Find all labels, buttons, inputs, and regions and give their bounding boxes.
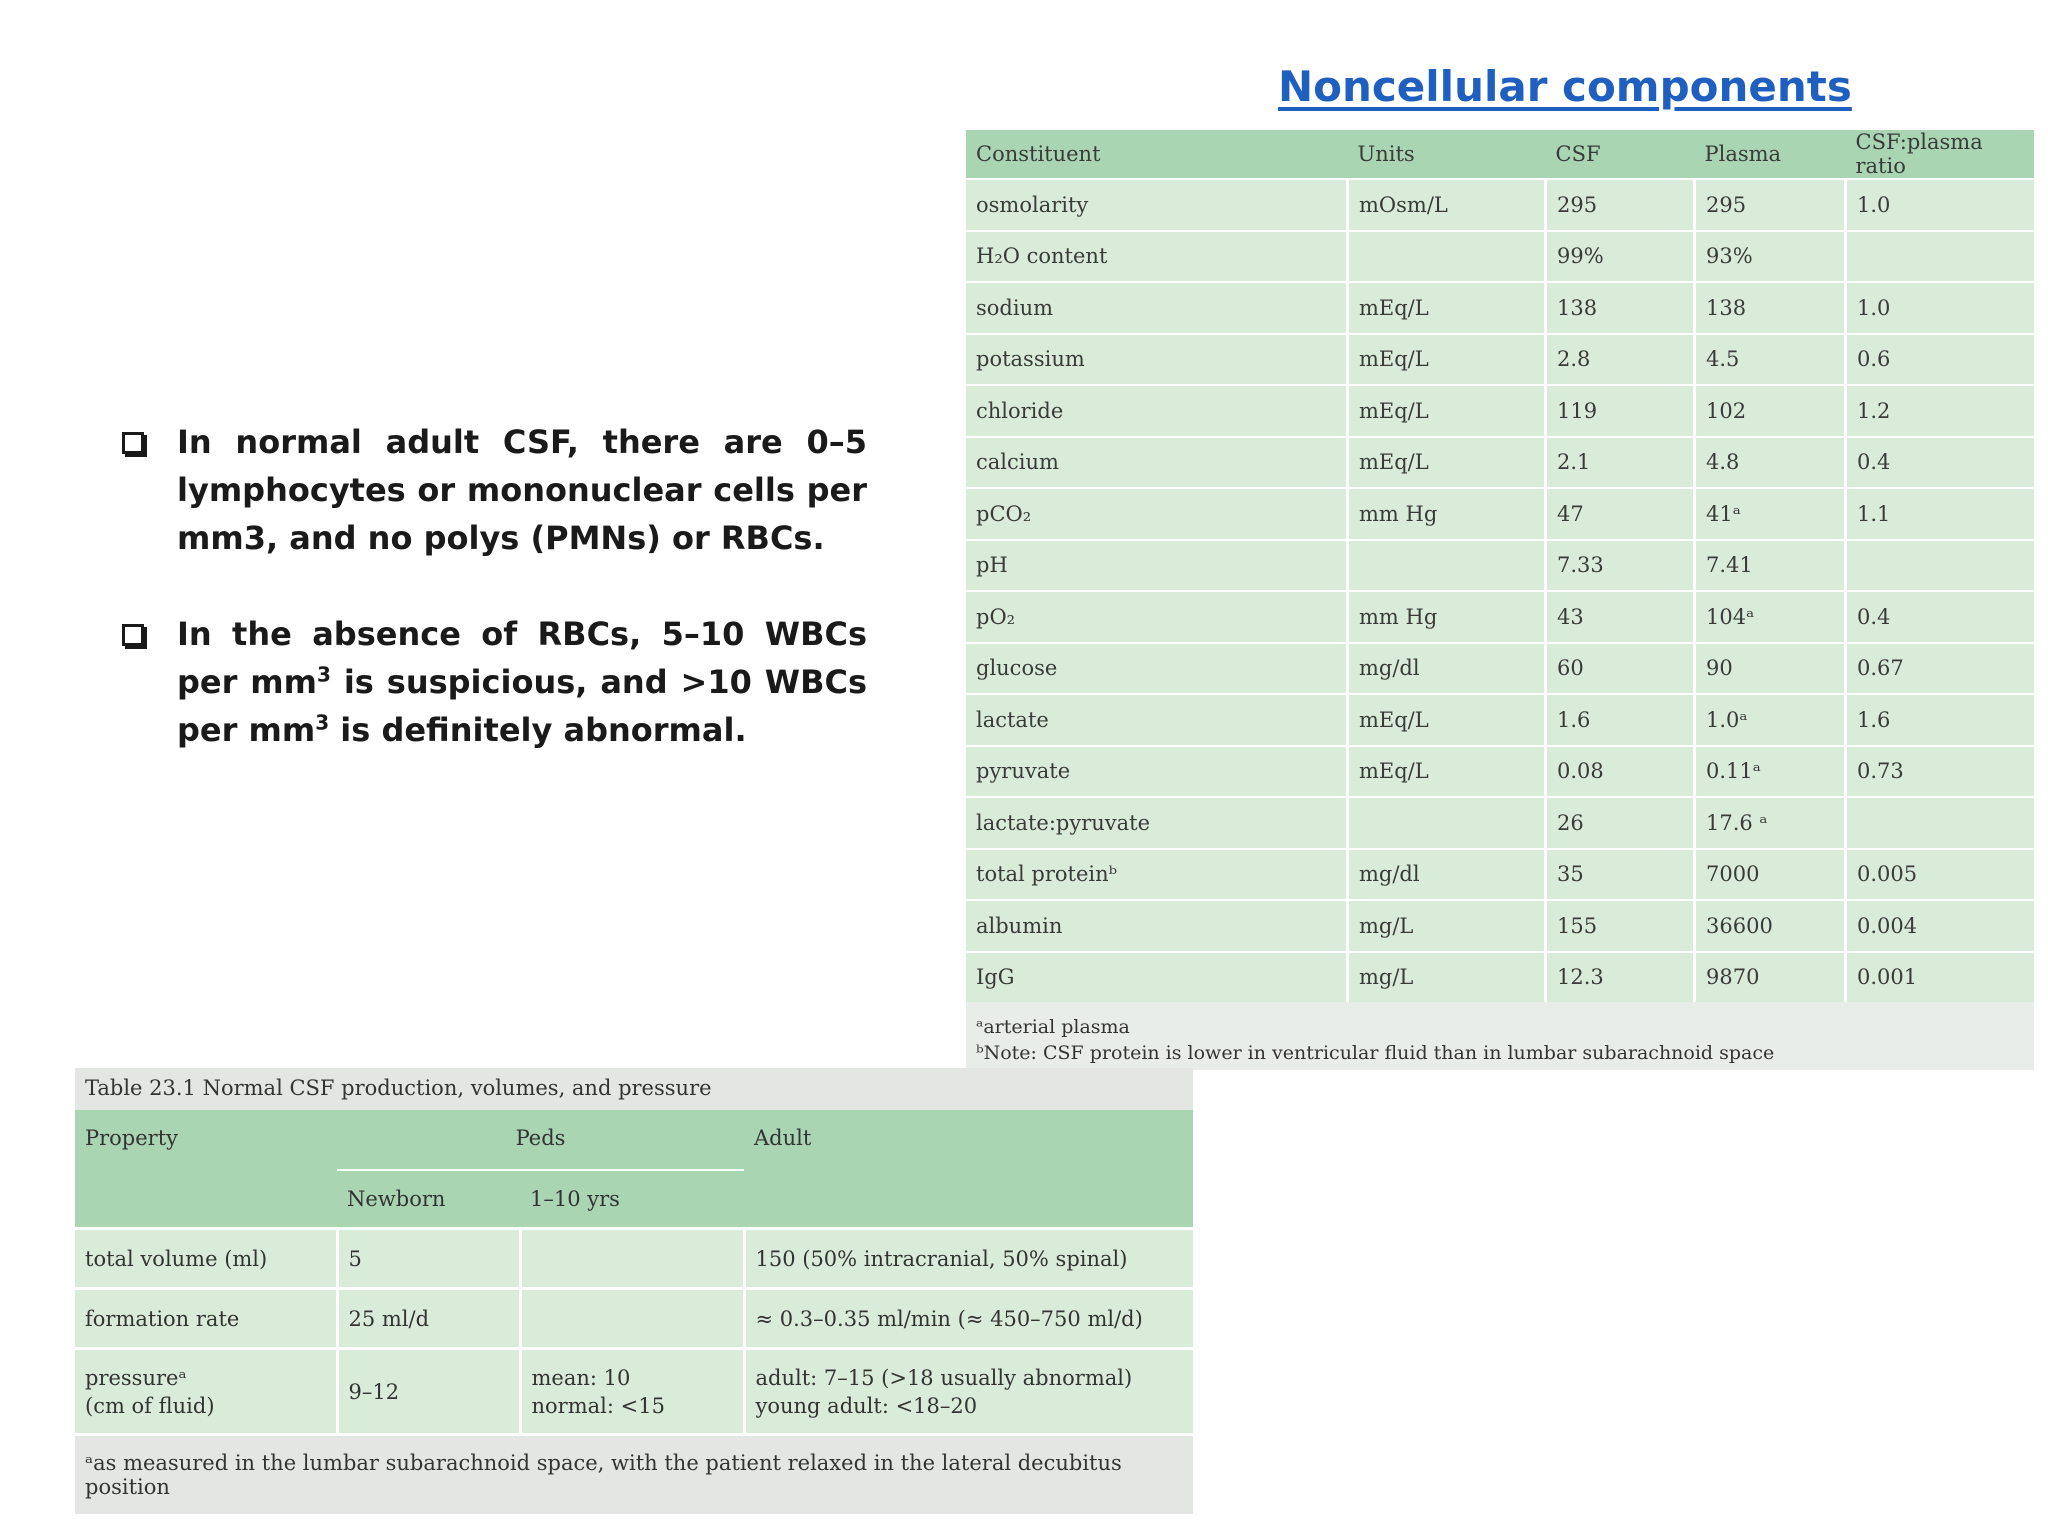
table-cell: 295 (1695, 179, 1846, 231)
table-cell: 0.4 (1846, 591, 2035, 643)
table-cell: total proteinᵇ (966, 849, 1348, 901)
table-row (966, 179, 2034, 231)
table-footnote: ᵃas measured in the lumbar subarachnoid space, with the patient relaxed in the lateral decubitus position (75, 1433, 1193, 1514)
csf-production-table-image (75, 1068, 1193, 1514)
table-cell: mg/L (1348, 952, 1546, 1003)
page-title: Noncellular components (1278, 62, 1852, 111)
table-cell: 43 (1546, 591, 1695, 643)
table-row (966, 231, 2034, 283)
table-cell: mEq/L (1348, 282, 1546, 334)
bullet-item (122, 610, 872, 754)
table-cell: 2.8 (1546, 334, 1695, 386)
table-header-row (75, 1110, 1193, 1170)
table-cell: mg/dl (1348, 849, 1546, 901)
table-cell: mm Hg (1348, 488, 1546, 540)
table-row (966, 282, 2034, 334)
table-cell: 0.6 (1846, 334, 2035, 386)
table-cell: formation rate (75, 1289, 337, 1349)
table-cell: 9–12 (337, 1349, 520, 1434)
table-cell: 41ᵃ (1695, 488, 1846, 540)
table-cell: 60 (1546, 643, 1695, 695)
table-cell: 36600 (1695, 900, 1846, 952)
table-cell: osmolarity (966, 179, 1348, 231)
csf-constituents-table-image (966, 130, 2034, 1070)
table-caption: Table 23.1 Normal CSF production, volumes, and pressure (85, 1076, 712, 1100)
table-cell: 12.3 (1546, 952, 1695, 1003)
table-cell: mg/L (1348, 900, 1546, 952)
column-header: CSF (1546, 130, 1695, 179)
table-cell: 0.11ᵃ (1695, 746, 1846, 798)
table-footnotes (966, 1002, 2034, 1070)
table-cell: 93% (1695, 231, 1846, 283)
table-cell: IgG (966, 952, 1348, 1003)
table-cell: 0.4 (1846, 437, 2035, 489)
table-cell: 150 (50% intracranial, 50% spinal) (744, 1229, 1193, 1289)
table-cell: 1.2 (1846, 385, 2035, 437)
table-cell: 0.004 (1846, 900, 2035, 952)
table-cell: potassium (966, 334, 1348, 386)
table-cell: 1.0 (1846, 179, 2035, 231)
bullet-text: In normal adult CSF, there are 0–5 lymphocytes or mononuclear cells per mm3, and no polys (PMNs) or RBCs. (177, 423, 867, 557)
table-cell: total volume (ml) (75, 1229, 337, 1289)
table-cell: mean: 10 normal: <15 (520, 1349, 744, 1434)
table-row (966, 643, 2034, 695)
table-cell: mOsm/L (1348, 179, 1546, 231)
table-row (75, 1349, 1193, 1434)
table-row (966, 746, 2034, 798)
table-cell (1846, 797, 2035, 849)
column-header: Plasma (1695, 130, 1846, 179)
table-cell: adult: 7–15 (>18 usually abnormal) young adult: <18–20 (744, 1349, 1193, 1434)
table-row (966, 488, 2034, 540)
table-cell: 7.41 (1695, 540, 1846, 592)
table-cell: 35 (1546, 849, 1695, 901)
table-cell: 0.73 (1846, 746, 2035, 798)
table-row (966, 540, 2034, 592)
table-cell: 1.0 (1846, 282, 2035, 334)
table-cell: 0.005 (1846, 849, 2035, 901)
checkbox-bullet-icon (122, 624, 144, 646)
table-cell: 2.1 (1546, 437, 1695, 489)
column-header: Adult (744, 1110, 1193, 1229)
table-cell: 47 (1546, 488, 1695, 540)
table-cell: 1.6 (1546, 694, 1695, 746)
column-header: CSF:plasma ratio (1846, 130, 2035, 179)
table-cell: sodium (966, 282, 1348, 334)
table-cell: 7000 (1695, 849, 1846, 901)
table-row (966, 591, 2034, 643)
bullet-text: In the absence of RBCs, 5–10 WBCs per $mm^3$ is suspicious, and >10 WBCs per $mm^3$ is definitely abnormal. (177, 615, 868, 749)
checkbox-bullet-icon (122, 432, 144, 454)
table-row (966, 334, 2034, 386)
column-header: Units (1348, 130, 1546, 179)
table-cell: 0.001 (1846, 952, 2035, 1003)
table-cell: mEq/L (1348, 385, 1546, 437)
column-header: Peds (337, 1110, 744, 1170)
table-cell: 138 (1695, 282, 1846, 334)
bullet-list (122, 418, 872, 802)
table-row (966, 437, 2034, 489)
table-cell: 17.6 ᵃ (1695, 797, 1846, 849)
table-cell: mEq/L (1348, 437, 1546, 489)
table-row (966, 952, 2034, 1003)
table-cell: 1.6 (1846, 694, 2035, 746)
table-cell: mEq/L (1348, 694, 1546, 746)
table-cell (520, 1289, 744, 1349)
table-cell: pyruvate (966, 746, 1348, 798)
table-cell: 104ᵃ (1695, 591, 1846, 643)
footnote: ᵃarterial plasma (976, 1016, 1130, 1038)
table-cell: 4.8 (1695, 437, 1846, 489)
table-row (966, 849, 2034, 901)
column-header: 1–10 yrs (520, 1170, 744, 1229)
table-cell: lactate (966, 694, 1348, 746)
table-cell: pH (966, 540, 1348, 592)
table-cell: glucose (966, 643, 1348, 695)
table-cell (1348, 540, 1546, 592)
table-cell: 155 (1546, 900, 1695, 952)
table-row (75, 1289, 1193, 1349)
table-cell: chloride (966, 385, 1348, 437)
table-cell: 0.08 (1546, 746, 1695, 798)
table-cell: 9870 (1695, 952, 1846, 1003)
bullet-item (122, 418, 872, 562)
table-cell: mEq/L (1348, 746, 1546, 798)
table-cell (1846, 540, 2035, 592)
table-cell: 25 ml/d (337, 1289, 520, 1349)
table-cell (520, 1229, 744, 1289)
table-cell: 0.67 (1846, 643, 2035, 695)
table-cell: 99% (1546, 231, 1695, 283)
csf-production-table (75, 1110, 1193, 1433)
table-cell: 26 (1546, 797, 1695, 849)
table-cell: 90 (1695, 643, 1846, 695)
table-cell: albumin (966, 900, 1348, 952)
table-cell: mm Hg (1348, 591, 1546, 643)
table-cell: ≈ 0.3–0.35 ml/min (≈ 450–750 ml/d) (744, 1289, 1193, 1349)
table-cell: lactate:pyruvate (966, 797, 1348, 849)
table-row (966, 385, 2034, 437)
table-cell: 102 (1695, 385, 1846, 437)
table-cell (1348, 797, 1546, 849)
table-cell: 4.5 (1695, 334, 1846, 386)
table-cell: H₂O content (966, 231, 1348, 283)
table-cell: 1.1 (1846, 488, 2035, 540)
table-row (966, 797, 2034, 849)
table-cell: pCO₂ (966, 488, 1348, 540)
table-row (966, 694, 2034, 746)
table-cell: 138 (1546, 282, 1695, 334)
table-cell: mg/dl (1348, 643, 1546, 695)
table-cell: pressureᵃ (cm of fluid) (75, 1349, 337, 1434)
column-header: Newborn (337, 1170, 520, 1229)
table-cell: 5 (337, 1229, 520, 1289)
footnote: ᵇNote: CSF protein is lower in ventricular fluid than in lumbar subarachnoid space (976, 1042, 1775, 1064)
table-cell: 7.33 (1546, 540, 1695, 592)
table-cell: mEq/L (1348, 334, 1546, 386)
table-row (75, 1229, 1193, 1289)
table-cell (1348, 231, 1546, 283)
column-header: Property (75, 1110, 337, 1229)
table-cell: 119 (1546, 385, 1695, 437)
column-header: Constituent (966, 130, 1348, 179)
table-header-row (966, 130, 2034, 179)
table-cell (1846, 231, 2035, 283)
table-cell: 295 (1546, 179, 1695, 231)
table-cell: pO₂ (966, 591, 1348, 643)
table-row (966, 900, 2034, 952)
table-cell: calcium (966, 437, 1348, 489)
table-cell: 1.0ᵃ (1695, 694, 1846, 746)
csf-constituents-table (966, 130, 2034, 1002)
